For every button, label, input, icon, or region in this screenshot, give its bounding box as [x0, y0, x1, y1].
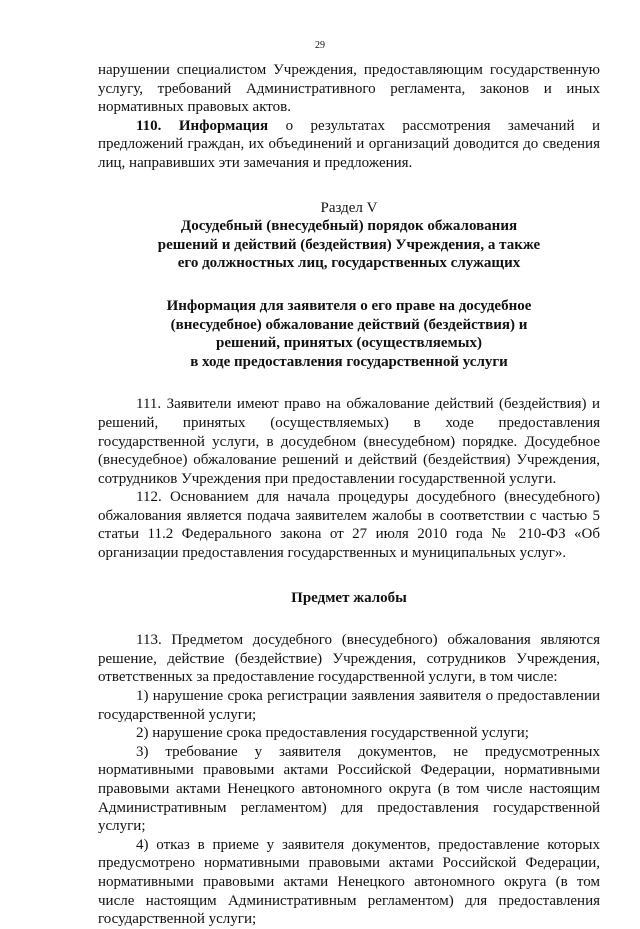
subheading-line: решений, принятых (осуществляемых) — [216, 335, 482, 352]
section-title-line: его должностных лиц, государственных служащих — [177, 255, 521, 272]
page-content — [98, 61, 600, 929]
page-number: 29 — [315, 40, 325, 51]
subheading-line: (внесудебное) обжалование действий (бездействия) и — [170, 316, 528, 333]
subheading-line: в ходе предоставления государственной услуги — [190, 353, 508, 370]
paragraph-113: 113. Предметом досудебного (внесудебного) обжалования являются решение, действие (бездействие) Учреждения, сотрудников Учреждения, ответственных за предоставление государственной услуги, в том числе: — [98, 632, 600, 686]
subheading-complaint-subject: Предмет жалобы — [291, 589, 407, 606]
section-title-line: решений и действий (бездействия) Учреждения, а также — [157, 236, 541, 253]
section-label: Раздел V — [320, 199, 378, 216]
paragraph-111: 111. Заявители имеют право на обжалование действий (бездействия) и решений, принятых (осуществляемых) в ходе предоставления государственной услуги, в досудебном (внесудебном) порядке. Досудебное (внесудебное) обжалование решений и действий (бездействия) Учреждения, сотрудников Учреждения при предоставлении государственной услуги. — [98, 396, 600, 487]
subheading-appeal-rights — [98, 297, 600, 371]
list-item: 4) отказ в приеме у заявителя документов, предоставление которых предусмотрено нормативными правовыми актами Российской Федерации, нормативными правовыми актами Ненецкого автономного округа (в том числе настоящим Административным регламентом) для предоставления государственной услуги; — [98, 836, 600, 928]
list-item: 2) нарушение срока предоставления государственной услуги; — [136, 725, 529, 742]
list-item: 3) требование у заявителя документов, не предусмотренных нормативными правовыми актами Российской Федерации, нормативными правовыми актами Ненецкого автономного округа (в том числе настоящим Административным регламентом) для предоставления государственной услуги; — [98, 743, 600, 835]
section-heading — [98, 199, 600, 273]
paragraph-110-text: о результатах рассмотрения замечаний и предложений граждан, их объединений и организаций доводится до сведения лиц, направивших эти замечания и предложения. — [98, 117, 600, 171]
subheading-line: Информация для заявителя о его праве на досудебное — [166, 297, 532, 314]
list-item: 1) нарушение срока регистрации заявления заявителя о предоставлении государственной услуги; — [98, 688, 600, 723]
paragraph-110 — [98, 117, 600, 173]
paragraph-110-number: 110. Информация — [136, 117, 269, 134]
paragraph-112: 112. Основанием для начала процедуры досудебного (внесудебного) обжалования является подача заявителем жалобы в соответствии с частью 5 статьи 11.2 Федерального закона от 27 июля 2010 года № 210-ФЗ «Об организации предоставления государственных и муниципальных услуг». — [98, 489, 600, 562]
section-title-line: Досудебный (внесудебный) порядок обжалования — [180, 218, 518, 235]
paragraph-continued: нарушении специалистом Учреждения, предоставляющим государственную услугу, требований Административного регламента, законов и иных нормативных правовых актов. — [98, 62, 600, 116]
